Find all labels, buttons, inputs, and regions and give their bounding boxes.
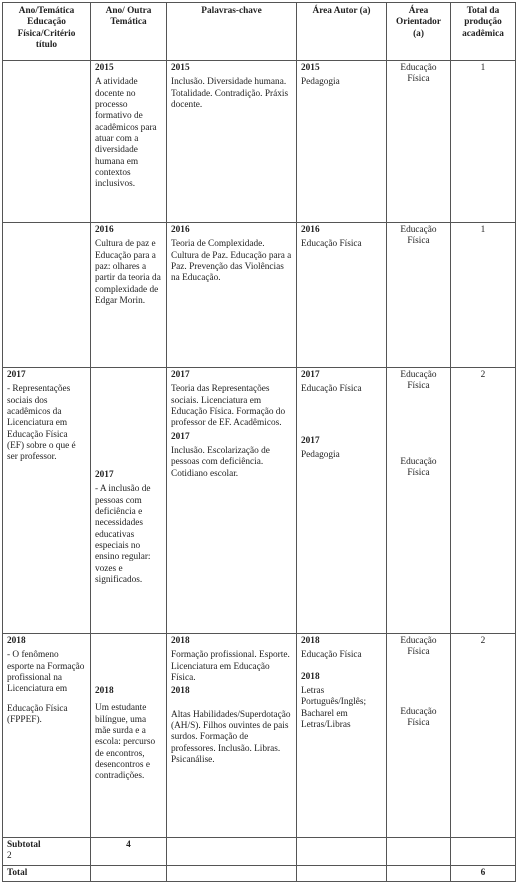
work-title: - Representações sociais dos acadêmicos da Licenciatura em Educação Física (EF) sobre o que é ser professor. <box>7 384 76 463</box>
empty-cell <box>167 866 297 882</box>
header-row <box>3 3 516 61</box>
year-label: 2017 <box>301 435 320 446</box>
table-row <box>3 368 516 634</box>
header-advisor-area: Área Orientador (a) <box>387 3 451 61</box>
cell-advisor-area <box>387 61 451 223</box>
cell-other-theme <box>91 368 167 634</box>
cell-author-area <box>297 61 387 223</box>
advisor-area-text: Educação Física <box>400 63 437 85</box>
advisor-area-text: Educação Física <box>400 225 437 247</box>
keywords-text: Altas Habilidades/Superdotação (AH/S). Filhos ouvintes de pais surdos. Formação de professores. Inclusão. Libras. Psicanálise. <box>171 709 291 765</box>
cell-keywords <box>167 368 297 634</box>
work-title: - A inclusão de pessoas com deficiência e necessidades educativas especiais no ensino regular: vozes e significados. <box>95 484 151 585</box>
work-title: Cultura de paz e Educação para a paz: olhares a partir da teoria da complexidade de Edgar Morin. <box>95 239 161 306</box>
work-title-continued: Educação Física (FPPEF). <box>7 703 68 725</box>
table-row <box>3 223 516 368</box>
total-label: Total <box>3 866 91 882</box>
subtotal-value-left: 2 <box>7 851 12 862</box>
keywords-text: Teoria de Complexidade. Cultura de Paz. Educação para a Paz. Prevenção das Violências na Educação. <box>171 239 292 284</box>
year-label: 2017 <box>301 370 320 380</box>
year-label: 2017 <box>95 470 114 480</box>
cell-total: 1 <box>451 223 516 368</box>
cell-advisor-area <box>387 634 451 838</box>
cell-author-area <box>297 634 387 838</box>
keywords-text: Teoria das Representações sociais. Licenciatura em Educação Física. Formação do professor de EF. Acadêmicos. <box>171 384 286 429</box>
keywords-text: Inclusão. Escolarização de pessoas com deficiência. Cotidiano escolar. <box>171 445 270 479</box>
cell-total: 1 <box>451 61 516 223</box>
cell-keywords <box>167 61 297 223</box>
cell-other-theme <box>91 61 167 223</box>
author-area-text: Educação Física <box>301 239 362 250</box>
empty-cell <box>387 866 451 882</box>
work-title: - O fenômeno esporte na Formação profissional na Licenciatura em <box>7 650 85 695</box>
advisor-area-text: Educação Física <box>400 706 437 728</box>
empty-cell <box>451 838 516 866</box>
year-label: 2018 <box>171 636 190 646</box>
subtotal-label-cell <box>3 838 91 866</box>
header-keywords: Palavras-chave <box>167 3 297 61</box>
cell-keywords <box>167 634 297 838</box>
cell-other-theme <box>91 223 167 368</box>
year-label: 2016 <box>95 225 114 235</box>
year-label: 2017 <box>171 370 190 380</box>
keywords-text: Formação profissional. Esporte. Licenciatura em Educação Física. <box>171 650 290 683</box>
year-label: 2016 <box>171 225 190 235</box>
year-label: 2018 <box>301 671 320 682</box>
empty-cell <box>91 866 167 882</box>
subtotal-value-col2: 4 <box>91 838 167 866</box>
header-author-area: Área Autor (a) <box>297 3 387 61</box>
empty-cell <box>167 838 297 866</box>
cell-advisor-area <box>387 223 451 368</box>
table-row <box>3 61 516 223</box>
cell-ef-theme <box>3 223 91 368</box>
author-area-text: Educação Física <box>301 650 362 661</box>
year-label: 2017 <box>171 431 190 442</box>
total-value: 6 <box>451 866 516 882</box>
cell-total: 2 <box>451 634 516 838</box>
empty-cell <box>387 838 451 866</box>
year-label: 2015 <box>301 63 320 73</box>
year-label: 2018 <box>7 636 26 646</box>
year-label: 2015 <box>171 63 190 73</box>
cell-total: 2 <box>451 368 516 634</box>
work-title: A atividade docente no processo formativo de acadêmicos para atuar com a diversidade humana em contextos inclusivos. <box>95 77 157 190</box>
table-row <box>3 634 516 838</box>
author-area-text: Letras Português/Inglês; Bacharel em Letras/Libras <box>301 685 367 730</box>
cell-author-area <box>297 368 387 634</box>
cell-ef-theme <box>3 634 91 838</box>
subtotal-label: Subtotal <box>7 840 41 850</box>
author-area-text: Pedagogia <box>301 449 340 460</box>
subtotal-row <box>3 838 516 866</box>
cell-other-theme <box>91 634 167 838</box>
year-label: 2017 <box>7 370 26 380</box>
cell-author-area <box>297 223 387 368</box>
header-total-production: Total da produção acadêmica <box>451 3 516 61</box>
year-label: 2015 <box>95 63 114 73</box>
empty-cell <box>297 838 387 866</box>
year-label: 2018 <box>171 686 190 697</box>
production-table <box>2 2 516 882</box>
year-label: 2018 <box>95 686 114 696</box>
cell-ef-theme <box>3 368 91 634</box>
header-year-theme-ef: Ano/Temática Educação Física/Critério título <box>3 3 91 61</box>
cell-advisor-area <box>387 368 451 634</box>
keywords-text: Inclusão. Diversidade humana. Totalidade. Contradição. Práxis docente. <box>171 77 289 110</box>
work-title: Um estudante bilíngue, uma mãe surda e a escola: percurso de encontros, desencontros e contradições. <box>95 703 156 782</box>
advisor-area-text: Educação Física <box>400 370 437 392</box>
cell-ef-theme <box>3 61 91 223</box>
author-area-text: Pedagogia <box>301 77 340 88</box>
header-year-other-theme: Ano/ Outra Temática <box>91 3 167 61</box>
advisor-area-text: Educação Física <box>400 636 437 658</box>
year-label: 2016 <box>301 225 320 235</box>
author-area-text: Educação Física <box>301 384 362 395</box>
cell-keywords <box>167 223 297 368</box>
total-row <box>3 866 516 882</box>
year-label: 2018 <box>301 636 320 646</box>
advisor-area-text: Educação Física <box>400 456 437 478</box>
empty-cell <box>297 866 387 882</box>
